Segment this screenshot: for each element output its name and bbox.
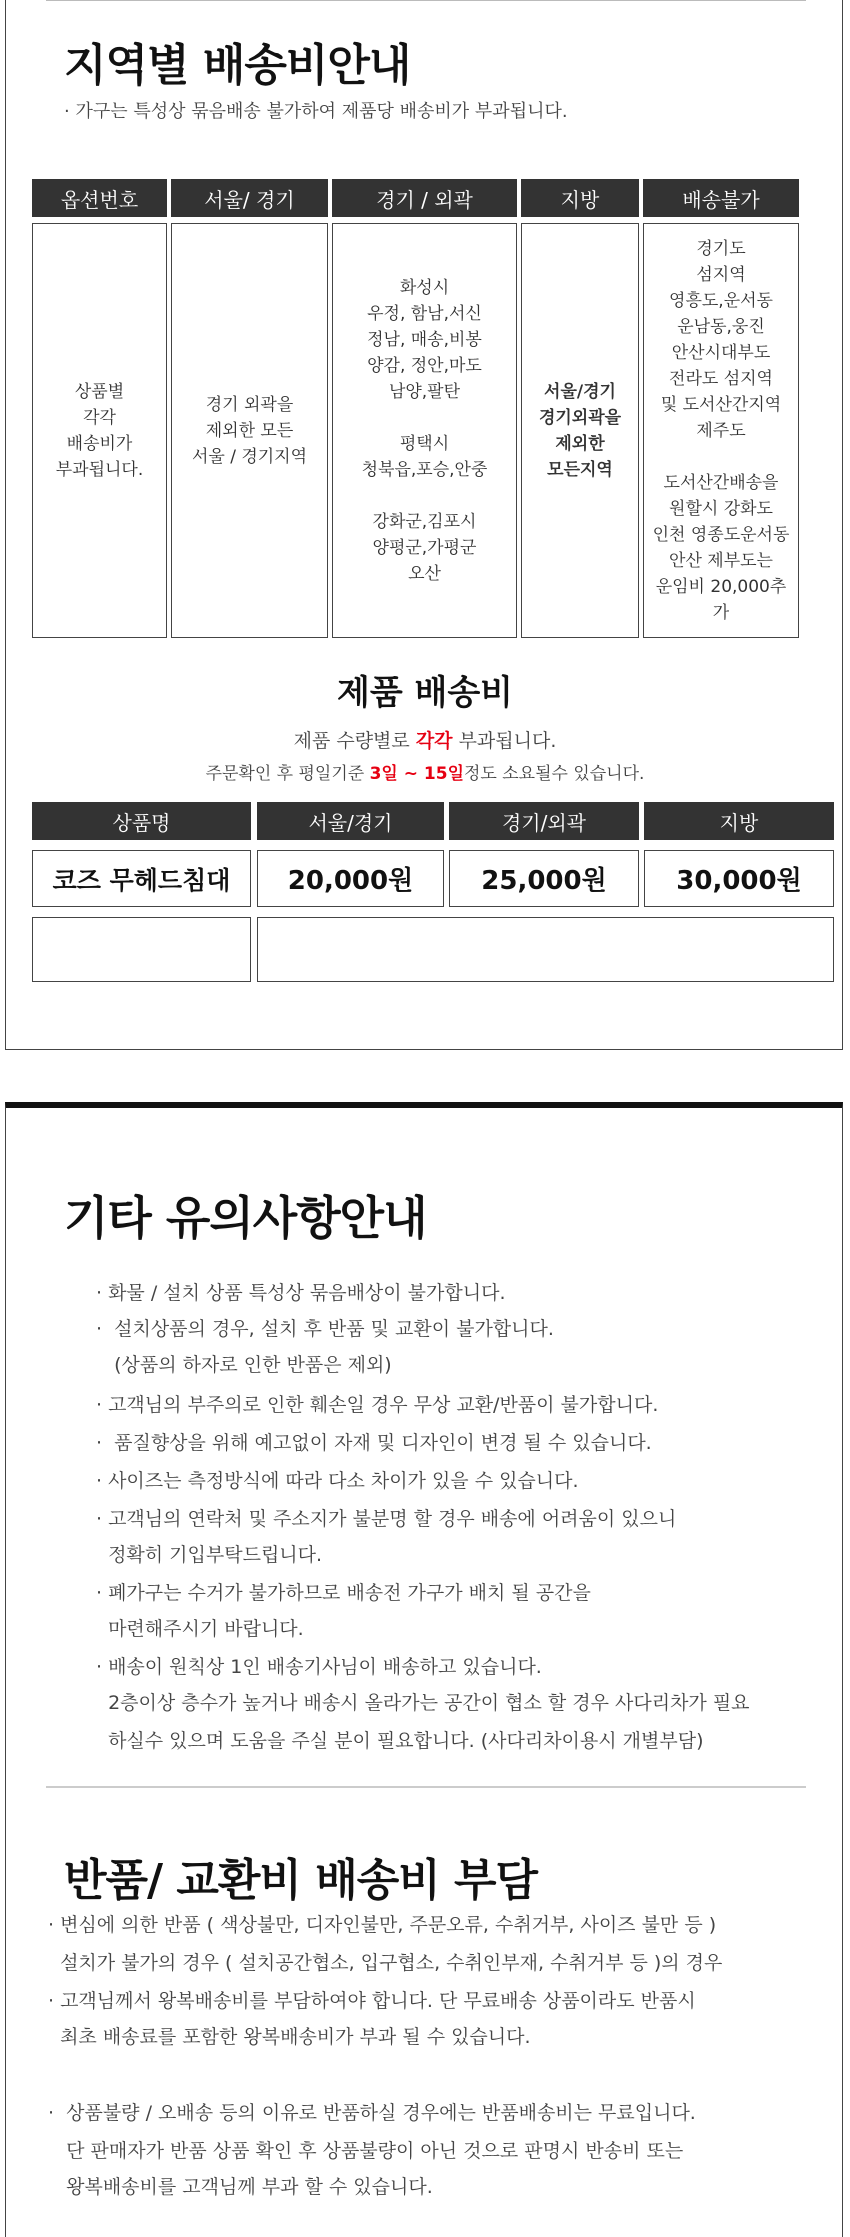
region-note: · 가구는 특성상 묶음배송 불가하여 제품당 배송비가 부과됩니다. [64,101,568,122]
region-title: 지역별 배송비안내 [64,40,411,91]
return-line: 설치가 불가의 경우 ( 설치공간협소, 입구협소, 수취인부재, 수취거부 등 )의 경우 [48,1952,723,1974]
return-line: · 변심에 의한 반품 ( 색상불만, 디자인불만, 주문오류, 수취거부, 사이즈 불만 등 ) [48,1914,717,1936]
region-header-option: 옵션번호 [32,179,167,217]
fee-header-seoul: 서울/경기 [257,802,444,840]
notice-panel [5,1102,843,2237]
fee-price-seoul: 20,000원 [257,850,444,907]
fee-header-outskirts: 경기/외곽 [449,802,639,840]
fee-empty-cell-left [32,917,251,982]
fee-empty-cell-right [257,917,834,982]
caution-line: 정확히 기입부탁드립니다. [96,1544,323,1566]
region-cell-option: 상품별 각각 배송비가 부과됩니다. [32,223,167,638]
fee-header-local: 지방 [644,802,834,840]
return-line: 최초 배송료를 포함한 왕복배송비가 부과 될 수 있습니다. [48,2026,531,2048]
return-line: · 상품불량 / 오배송 등의 이유로 반품하실 경우에는 반품배송비는 무료입니다. [48,2102,696,2124]
return-title: 반품/ 교환비 배송비 부담 [64,1855,538,1906]
caution-line: · 품질향상을 위해 예고없이 자재 및 디자인이 변경 될 수 있습니다. [96,1432,652,1454]
top-divider [46,0,806,1]
caution-line: · 고객님의 연락처 및 주소지가 불분명 할 경우 배송에 어려움이 있으니 [96,1508,677,1530]
caution-line: · 설치상품의 경우, 설치 후 반품 및 교환이 불가합니다. [96,1318,554,1340]
region-header-seoul: 서울/ 경기 [171,179,328,217]
caution-line: 2층이상 층수가 높거나 배송시 올라가는 공간이 협소 할 경우 사다리차가 필요 [96,1692,750,1714]
region-cell-unavailable: 경기도 섬지역 영흥도,운서동 운남동,웅진 안산시대부도 전라도 섬지역 및 도서산간지역 제주도 도서산간배송을 원할시 강화도 인천 영종도운서동 안산 제부도는 운임비 20,000추가 [643,223,799,638]
return-line: 단 판매자가 반품 상품 확인 후 상품불량이 아닌 것으로 판명시 반송비 또는 [48,2140,684,2162]
region-header-outskirts: 경기 / 외곽 [332,179,517,217]
fee-product-name: 코즈 무헤드침대 [32,850,251,907]
caution-line: 마련해주시기 바랍니다. [96,1618,304,1640]
caution-line: · 폐가구는 수거가 불가하므로 배송전 가구가 배치 될 공간을 [96,1582,591,1604]
caution-title: 기타 유의사항안내 [64,1191,427,1245]
caution-line: 하실수 있으며 도움을 주실 분이 필요합니다. (사다리차이용시 개별부담) [96,1730,704,1752]
caution-line: (상품의 하자로 인한 반품은 제외) [96,1354,392,1376]
caution-line: · 사이즈는 측정방식에 따라 다소 차이가 있을 수 있습니다. [96,1470,579,1492]
fee-price-local: 30,000원 [644,850,834,907]
fee-note-quantity: 제품 수량별로 각각 부과됩니다. [293,730,557,752]
caution-line: · 화물 / 설치 상품 특성상 묶음배상이 불가합니다. [96,1282,506,1304]
region-header-unavailable: 배송불가 [643,179,799,217]
fee-note-lead-time: 주문확인 후 평일기준 3일 ~ 15일정도 소요될수 있습니다. [205,764,645,784]
region-cell-seoul: 경기 외곽을 제외한 모든 서울 / 경기지역 [171,223,328,638]
caution-line: · 고객님의 부주의로 인한 훼손일 경우 무상 교환/반품이 불가합니다. [96,1394,659,1416]
section-divider [46,1786,806,1788]
fee-note-each: 각각 [415,730,453,752]
fee-price-outskirts: 25,000원 [449,850,639,907]
fee-header-product: 상품명 [32,802,251,840]
region-shipping-panel [5,0,843,1050]
region-header-local: 지방 [521,179,639,217]
region-cell-local: 서울/경기 경기외곽을 제외한 모든지역 [521,223,639,638]
caution-line: · 배송이 원칙상 1인 배송기사님이 배송하고 있습니다. [96,1656,542,1678]
region-cell-outskirts: 화성시 우정, 함남,서신 정남, 매송,비봉 양감, 정안,마도 남양,팔탄 평택시 청북읍,포승,안중 강화군,김포시 양평군,가평군 오산 [332,223,517,638]
fee-note-days: 3일 ~ 15일 [369,764,464,784]
return-line: · 고객님께서 왕복배송비를 부담하여야 합니다. 단 무료배송 상품이라도 반품시 [48,1990,696,2012]
return-line: 왕복배송비를 고객님께 부과 할 수 있습니다. [48,2176,433,2198]
fee-title: 제품 배송비 [336,673,514,713]
